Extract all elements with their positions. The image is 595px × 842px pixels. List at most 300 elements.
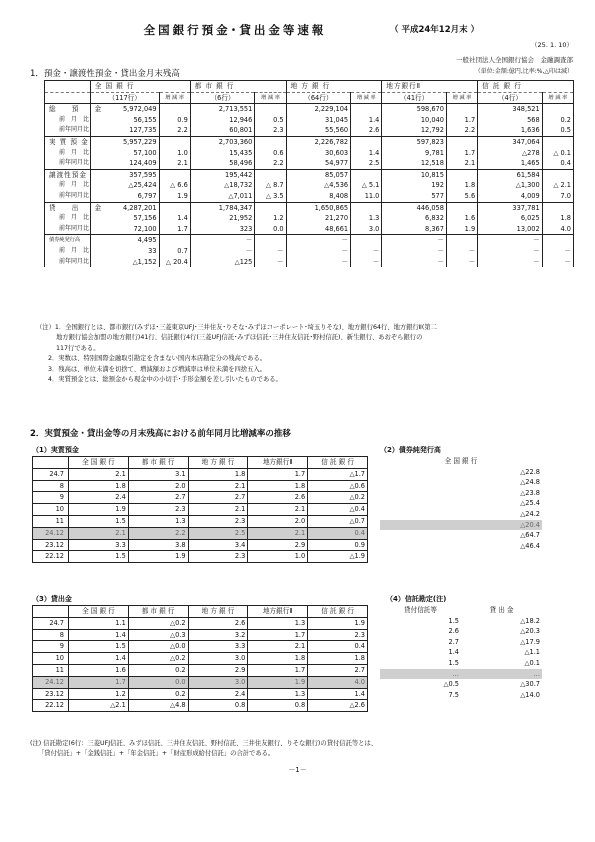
value-cell: 1.5 (69, 515, 129, 527)
value-cell: 3.2 (188, 629, 248, 641)
column-header: 信 託 銀 行 (308, 457, 368, 469)
rate-cell: △ 6.6 (159, 180, 190, 191)
group-header: 地 方 銀 行 (286, 81, 382, 93)
table-row (45, 202, 574, 213)
row-label: 前 月 比 (45, 148, 91, 159)
amount-cell: － (286, 235, 351, 246)
amount-cell: 124,409 (90, 158, 159, 169)
table-row (380, 658, 542, 669)
value-cell: △24.8 (520, 478, 540, 487)
table-row (33, 653, 368, 665)
row-label: 前 月 比 (45, 180, 91, 191)
table-row (33, 539, 368, 551)
rate-cell (446, 169, 477, 180)
value-cell: 0.2 (128, 664, 188, 676)
value-cell: 1.8 (248, 480, 308, 492)
period-label: 23.12 (33, 688, 69, 700)
bank-count: （64行） (286, 92, 351, 104)
amount-cell: － (478, 257, 543, 268)
value-cell: △0.4 (308, 504, 368, 516)
amount-cell: 1,636 (478, 125, 543, 136)
row-label: 債券純発行高 (45, 235, 91, 246)
value-cell: △64.7 (520, 531, 540, 540)
amount-cell: － (190, 235, 255, 246)
amount-cell: 60,801 (190, 125, 255, 136)
table-row (380, 637, 542, 648)
rate-cell: 1.8 (446, 180, 477, 191)
rate-cell: 1.8 (542, 213, 573, 224)
value-cell: 2.7 (128, 492, 188, 504)
subsection-title: （1）実質預金 (32, 446, 79, 454)
amount-cell: － (382, 257, 447, 268)
value-cell: 0.4 (308, 527, 368, 539)
table-row (380, 669, 542, 680)
value-cell: △22.8 (520, 467, 540, 476)
rate-cell: △ 3.5 (255, 191, 286, 202)
group-header: 全 国 銀 行 (90, 81, 190, 93)
rate-cell: △ 5.1 (351, 180, 382, 191)
row-label: 前年同月比 (45, 125, 91, 136)
value-cell: 1.4 (308, 688, 368, 700)
amount-cell: 5,957,229 (90, 136, 159, 147)
value-cell: 0.2 (128, 688, 188, 700)
value-cell: 3.3 (188, 641, 248, 653)
rate-cell: 1.7 (446, 115, 477, 126)
value-cell: 1.0 (248, 551, 308, 563)
value-cell: 1.7 (248, 664, 308, 676)
value-cell: 1.5 (69, 641, 129, 653)
period-label: 24.12 (33, 527, 69, 539)
amount-cell: 1,465 (478, 158, 543, 169)
note-line: (注) 信託勘定(6行：三菱UFJ信託、みずほ信託、三井住友信託、野村信託、三井住友銀行、りそな銀行)の貸付信託等とは、 (30, 740, 378, 747)
value-cell: 2.6 (188, 617, 248, 629)
rate-cell: 0.6 (255, 148, 286, 159)
period-label: 22.12 (33, 700, 69, 712)
amount-cell: 6,832 (382, 213, 447, 224)
value-cell: 3.8 (128, 539, 188, 551)
value-cell: 2.3 (308, 629, 368, 641)
value-cell: 2.6 (448, 627, 459, 636)
amount-cell: 48,661 (286, 224, 351, 235)
row-label: 前年同月比 (45, 191, 91, 202)
amount-cell: － (286, 257, 351, 268)
value-cell: 0.8 (248, 700, 308, 712)
amount-cell: △278 (478, 148, 543, 159)
value-cell: 1.8 (308, 653, 368, 665)
amount-cell: 13,002 (478, 224, 543, 235)
value-cell: 2.1 (188, 504, 248, 516)
amount-cell: 31,045 (286, 115, 351, 126)
amount-cell: 10,040 (382, 115, 447, 126)
value-cell: 2.1 (248, 504, 308, 516)
value-cell: 1.5 (448, 658, 459, 667)
amount-cell: 6,025 (478, 213, 543, 224)
value-cell: 3.0 (188, 653, 248, 665)
value-cell: 1.9 (69, 504, 129, 516)
value-cell: 2.0 (128, 480, 188, 492)
table-row (33, 629, 368, 641)
rate-cell (351, 202, 382, 213)
value-cell: 1.3 (248, 617, 308, 629)
table-row (380, 647, 542, 658)
row-label: 前 月 比 (45, 115, 91, 126)
amount-cell: 598,670 (382, 104, 447, 115)
amount-cell: △7,011 (190, 191, 255, 202)
value-cell: △46.4 (520, 541, 540, 550)
rate-cell: 1.4 (351, 148, 382, 159)
amount-cell: 8,367 (382, 224, 447, 235)
column-header: 地方銀行Ⅱ (248, 606, 308, 618)
value-cell: 3.0 (188, 676, 248, 688)
rate-cell (255, 136, 286, 147)
value-cell: 1.8 (69, 480, 129, 492)
subsection-title: （4）信託勘定(注) (386, 595, 447, 603)
note-line: 地方銀行協会加盟の地方銀行)41行、信託銀行4行(三菱UFJ信託･みずほ信託･三井住友信託･野村信託)、新生銀行、あおぞら銀行の (56, 334, 423, 342)
table-row (45, 136, 574, 147)
value-cell: 2.7 (448, 637, 459, 646)
column-header: 信 託 銀 行 (308, 606, 368, 618)
table-row (380, 530, 542, 541)
value-cell: 1.3 (128, 515, 188, 527)
table-row (45, 158, 574, 169)
value-cell: △20.3 (520, 627, 540, 636)
amount-cell: 56,155 (90, 115, 159, 126)
amount-cell: 347,064 (478, 136, 543, 147)
trust-account-table (380, 605, 542, 700)
row-label: 前年同月比 (45, 158, 91, 169)
amount-cell: 568 (478, 115, 543, 126)
value-cell: △20.4 (380, 520, 542, 531)
header-row (33, 457, 368, 469)
amount-cell: 10,815 (382, 169, 447, 180)
rate-cell: 2.2 (255, 158, 286, 169)
rate-cell: △ 0.1 (542, 148, 573, 159)
value-cell: 0.8 (188, 700, 248, 712)
release-date: （25. 1. 10） (531, 41, 573, 49)
period-label: 24.7 (33, 468, 69, 480)
value-cell: 1.7 (248, 468, 308, 480)
header-row (33, 606, 368, 618)
rate-cell: 0.9 (159, 115, 190, 126)
value-cell: 2.5 (188, 527, 248, 539)
amount-cell: 4,495 (90, 235, 159, 246)
rate-cell (255, 235, 286, 246)
row-label: 実 質 預 金 (45, 136, 91, 147)
rate-cell: 1.3 (351, 213, 382, 224)
rate-cell: △ 8.7 (255, 180, 286, 191)
value-cell: 2.7 (308, 664, 368, 676)
value-cell: 2.6 (248, 492, 308, 504)
rate-cell (255, 104, 286, 115)
rate-cell (159, 169, 190, 180)
note-line: 4．実質預金とは、総預金から現金中の小切手･手形金額を差し引いたものである。 (48, 376, 282, 384)
value-cell: △24.2 (520, 509, 540, 518)
rate-cell: 11.0 (351, 191, 382, 202)
amount-cell: 1,784,347 (190, 202, 255, 213)
amount-cell: 61,584 (478, 169, 543, 180)
row-label: 前年同月比 (45, 257, 91, 268)
rate-cell (255, 169, 286, 180)
row-label: 譲渡性預金 (45, 169, 91, 180)
rate-cell: 3.0 (351, 224, 382, 235)
group-header: 地方銀行Ⅱ (382, 81, 478, 93)
subsection-title: （3）貸出金 (32, 595, 72, 603)
rate-cell: － (255, 257, 286, 268)
page-number: －1－ (288, 766, 307, 774)
value-cell: 1.4 (448, 648, 459, 657)
table-row (33, 551, 368, 563)
rate-cell (542, 202, 573, 213)
group-header: 都 市 銀 行 (190, 81, 286, 93)
amount-cell: 12,518 (382, 158, 447, 169)
rate-cell: 1.9 (159, 191, 190, 202)
period-label: 10 (33, 504, 69, 516)
amount-cell: 9,781 (382, 148, 447, 159)
amount-cell: 55,560 (286, 125, 351, 136)
rate-cell: 1.2 (255, 213, 286, 224)
amount-cell: 4,287,201 (90, 202, 159, 213)
value-cell: 4.0 (308, 676, 368, 688)
period-label: 9 (33, 492, 69, 504)
amount-cell: 1,650,865 (286, 202, 351, 213)
bank-count: （41行） (382, 92, 447, 104)
report-period: （ 平成24年12月末 ） (390, 25, 480, 35)
amount-cell: 33 (90, 246, 159, 257)
rate-cell: 1.4 (351, 115, 382, 126)
rate-cell: 0.5 (542, 125, 573, 136)
amount-cell: － (478, 246, 543, 257)
period-label: 11 (33, 515, 69, 527)
bank-count: （6行） (190, 92, 255, 104)
table-row (380, 541, 542, 552)
rate-cell: 0.7 (159, 246, 190, 257)
rate-cell: 0.5 (255, 115, 286, 126)
value-cell: 2.7 (188, 492, 248, 504)
value-cell: 1.5 (448, 616, 459, 625)
rate-cell: 1.9 (446, 224, 477, 235)
value-cell: △25.4 (520, 499, 540, 508)
table-row (380, 679, 542, 690)
rate-cell: 0.4 (542, 158, 573, 169)
amount-cell: 4,009 (478, 191, 543, 202)
rate-cell (542, 169, 573, 180)
amount-cell: △25,424 (90, 180, 159, 191)
amount-cell: － (478, 235, 543, 246)
value-cell: △0.5 (443, 680, 459, 689)
period-label: 24.12 (33, 676, 69, 688)
value-cell: 1.9 (308, 617, 368, 629)
page-title: 全国銀行預金･貸出金等速報 (143, 23, 327, 37)
amount-cell: 446,058 (382, 202, 447, 213)
rate-cell: － (446, 246, 477, 257)
rate-cell: － (255, 246, 286, 257)
table-row (33, 700, 368, 712)
amount-cell: 15,435 (190, 148, 255, 159)
rate-cell: － (542, 246, 573, 257)
period-label: 8 (33, 629, 69, 641)
section2-notes (30, 739, 570, 760)
value-cell: △14.0 (520, 690, 540, 699)
value-cell: △0.2 (128, 617, 188, 629)
value-cell: 2.3 (188, 515, 248, 527)
value-cell: 2.4 (188, 688, 248, 700)
rate-cell: 1.6 (446, 213, 477, 224)
rate-cell (159, 235, 190, 246)
deposit-growth-table (32, 456, 368, 563)
row-label: 貸 出 金 (45, 202, 91, 213)
rate-cell: 1.0 (159, 148, 190, 159)
rate-cell: － (351, 257, 382, 268)
period-label: 8 (33, 480, 69, 492)
table-row (380, 520, 542, 531)
value-cell: △23.8 (520, 488, 540, 497)
table-row (33, 468, 368, 480)
table-row (45, 148, 574, 159)
table-row (380, 488, 542, 499)
rate-cell (446, 104, 477, 115)
amount-cell: 2,229,104 (286, 104, 351, 115)
amount-cell: 597,823 (382, 136, 447, 147)
rate-cell: 0.2 (542, 115, 573, 126)
loan-growth-table (32, 605, 368, 712)
value-cell: 2.9 (188, 664, 248, 676)
note-line: 117行である。 (56, 344, 100, 352)
rate-cell: 7.0 (542, 191, 573, 202)
note-line: （注）1．全国銀行とは、都市銀行(みずほ･三菱東京UFJ･三井住友･りそな･みずほコーポレート･埼玉りそな)、地方銀行64行、地方銀行Ⅱ(第二 (36, 324, 437, 331)
rate-cell: 4.0 (542, 224, 573, 235)
value-cell: 2.9 (248, 539, 308, 551)
table-row (380, 626, 542, 637)
amount-cell: 54,977 (286, 158, 351, 169)
value-cell: △2.6 (308, 700, 368, 712)
rate-header: 増 減 率 (255, 92, 286, 104)
value-cell: 0.0 (128, 676, 188, 688)
amount-cell: 577 (382, 191, 447, 202)
rate-cell: 2.1 (446, 158, 477, 169)
table-row (33, 527, 368, 539)
value-cell: 2.1 (188, 480, 248, 492)
value-cell: 2.1 (248, 527, 308, 539)
row-label: 総 預 金 (45, 104, 91, 115)
amount-cell: 6,797 (90, 191, 159, 202)
value-cell: 1.7 (248, 629, 308, 641)
rate-cell: 2.2 (446, 125, 477, 136)
value-cell: 2.1 (69, 527, 129, 539)
table-row (380, 467, 542, 478)
table-row (45, 257, 574, 268)
rate-cell: 2.6 (351, 125, 382, 136)
amount-cell: △1,300 (478, 180, 543, 191)
column-header: 都 市 銀 行 (128, 457, 188, 469)
amount-cell: △125 (190, 257, 255, 268)
amount-cell: － (190, 246, 255, 257)
header-row (380, 605, 542, 616)
note-line: 「貸付信託」+「金銭信託」+「年金信託」+「財産形成給付信託」の合計である。 (38, 750, 275, 758)
rate-cell (542, 104, 573, 115)
amount-cell: 2,226,782 (286, 136, 351, 147)
table-row (45, 169, 574, 180)
rate-cell (446, 202, 477, 213)
value-cell: △1.7 (308, 468, 368, 480)
value-cell: 1.9 (248, 676, 308, 688)
group-header-row (45, 81, 574, 93)
amount-cell: 30,603 (286, 148, 351, 159)
table-row (33, 504, 368, 516)
value-cell: △2.1 (69, 700, 129, 712)
value-cell: 2.3 (128, 504, 188, 516)
rate-cell (446, 136, 477, 147)
amount-cell: 2,703,360 (190, 136, 255, 147)
table-row (45, 191, 574, 202)
value-cell: △0.1 (524, 658, 540, 667)
row-label: 前年同月比 (45, 224, 91, 235)
rate-cell: △ 20.4 (159, 257, 190, 268)
value-cell: △0.3 (128, 629, 188, 641)
column-header: 貸付信託等 (404, 606, 437, 614)
table-row (45, 246, 574, 257)
table-row (45, 224, 574, 235)
issuer: 一般社団法人全国銀行協会 金融調査部 (456, 56, 573, 64)
table-row (33, 664, 368, 676)
note-line: 3．残高は、単位未満を切捨て、増減額および増減率は単位未満を四捨五入。 (48, 365, 266, 373)
value-cell: △17.9 (520, 637, 540, 646)
amount-cell: 57,100 (90, 148, 159, 159)
value-cell: △30.7 (520, 680, 540, 689)
table-row (33, 480, 368, 492)
rate-cell: － (446, 257, 477, 268)
value-cell: 2.1 (69, 468, 129, 480)
rate-header: 増 減 率 (542, 92, 573, 104)
rate-cell (159, 136, 190, 147)
rate-cell: － (351, 246, 382, 257)
header-row (380, 456, 542, 467)
value-cell: … (461, 669, 542, 680)
table-row (380, 690, 542, 701)
rate-cell (351, 235, 382, 246)
column-header: 貸 出 金 (489, 606, 514, 614)
amount-cell: 12,946 (190, 115, 255, 126)
rate-cell: 2.5 (351, 158, 382, 169)
rate-cell: 0.0 (255, 224, 286, 235)
value-cell: 3.1 (128, 468, 188, 480)
column-header: 都 市 銀 行 (128, 606, 188, 618)
rate-cell: 2.1 (159, 158, 190, 169)
table-row (33, 515, 368, 527)
section1-title: 1．預金・譲渡性預金・貸出金月末残高 (30, 69, 180, 79)
balance-table (44, 80, 574, 267)
rate-cell: － (542, 257, 573, 268)
value-cell: 1.7 (69, 676, 129, 688)
row-label: 前 月 比 (45, 246, 91, 257)
amount-cell: 192 (382, 180, 447, 191)
amount-cell: 58,496 (190, 158, 255, 169)
value-cell: 3.3 (69, 539, 129, 551)
value-cell: 1.8 (248, 653, 308, 665)
value-cell: 3.4 (188, 539, 248, 551)
value-cell: 0.9 (308, 539, 368, 551)
amount-cell: 5,972,049 (90, 104, 159, 115)
rate-cell (446, 235, 477, 246)
amount-cell: 8,408 (286, 191, 351, 202)
value-cell: 7.5 (448, 690, 459, 699)
rate-cell (351, 169, 382, 180)
rate-cell: 2.3 (255, 125, 286, 136)
table-row (45, 235, 574, 246)
table-row (33, 641, 368, 653)
section2-title: 2．実質預金・貸出金等の月末残高における前年同月比増減率の推移 (30, 429, 291, 439)
value-cell: 2.2 (128, 527, 188, 539)
value-cell: 2.1 (248, 641, 308, 653)
